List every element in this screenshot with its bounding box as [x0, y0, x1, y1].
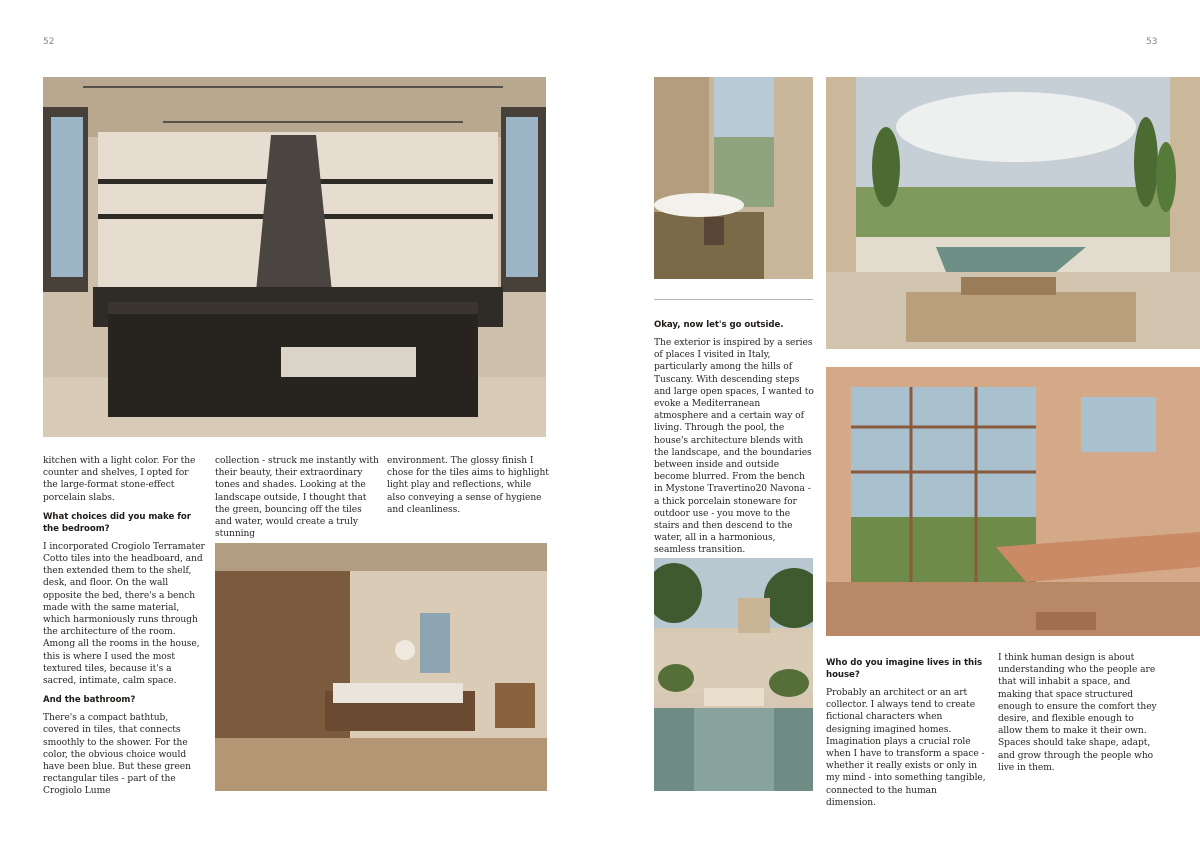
question-heading: And the bathroom? [43, 695, 136, 706]
question-heading: Okay, now let's go outside. [654, 320, 784, 330]
paragraph: I think human design is about understanding who the people are that will inhabit a space, and making that space structured enough to ensure the comfort they desire, and flexible enough to allow them to make it their own. Spaces should take shape, adapt, and grow through the people who live in them. [998, 653, 1157, 773]
right-column-outside [654, 313, 816, 564]
left-column-2 [215, 455, 379, 547]
question-heading: Who do you imagine lives in this house? [826, 658, 983, 680]
paragraph: collection - struck me instantly with their beauty, their extraordinary tones and shades. Looking at the landscape outside, I thought that the green, bouncing off the tiles and water, would create a truly stunning [215, 456, 379, 540]
right-column-lives [826, 651, 989, 816]
page-number-right: 53 [1146, 37, 1158, 47]
paragraph: The exterior is inspired by a series of places I visited in Italy, particularly among the hills of Tuscany. With descending steps and large open spaces, I wanted to evoke a Mediterranean atmosphere and a certain way of living. Through the pool, the house's architecture blends with the landscape, and the boundaries between inside and outside become blurred. From the bench in Mystone Travertino20 Navona - a thick porcelain stoneware for outdoor use - you move to the stairs and then descend to the water, all in a harmonious, seamless transition. [654, 338, 814, 556]
kitchen-photo [43, 77, 546, 437]
left-column-1 [43, 455, 206, 805]
paragraph: I incorporated Crogiolo Terramater Cotto tiles into the headboard, and then extended them to the shelf, desk, and floor. On the wall opposite the bed, there's a bench made with the same material, which harmoniously runs through the architecture of the room. Among all the rooms in the house, this is where I used the most textured tiles, because it's a sacred, intimate, calm space. [43, 541, 205, 687]
paragraph: There's a compact bathtub, covered in tiles, that connects smoothly to the shower. For the color, the obvious choice would have been blue. But these green rectangular tiles - part of the Crogiolo Lume [43, 713, 191, 797]
studio-photo [826, 367, 1200, 636]
paragraph: Probably an architect or an art collector. I always tend to create fictional characters when designing imagined homes. Imagination plays a crucial role when I have to transform a space - whether it really exists or only in my mind - into something tangible, connected to the human dimension. [826, 688, 986, 808]
section-divider [654, 299, 813, 300]
paragraph: kitchen with a light color. For the counter and shelves, I opted for the large-format stone-effect porcelain slabs. [43, 456, 196, 503]
right-column-design [998, 652, 1160, 781]
question-heading: What choices did you make for the bedroom? [43, 511, 191, 534]
paragraph: environment. The glossy finish I chose for the tiles aims to highlight light play and reflections, while also conveying a sense of hygiene and cleanliness. [387, 456, 549, 515]
page-number-left: 52 [43, 37, 55, 47]
garden-pool-photo [826, 77, 1200, 349]
pool-steps-photo [654, 558, 813, 791]
left-column-3 [387, 455, 549, 523]
bathroom-photo [654, 77, 813, 279]
bedroom-photo [215, 543, 547, 791]
